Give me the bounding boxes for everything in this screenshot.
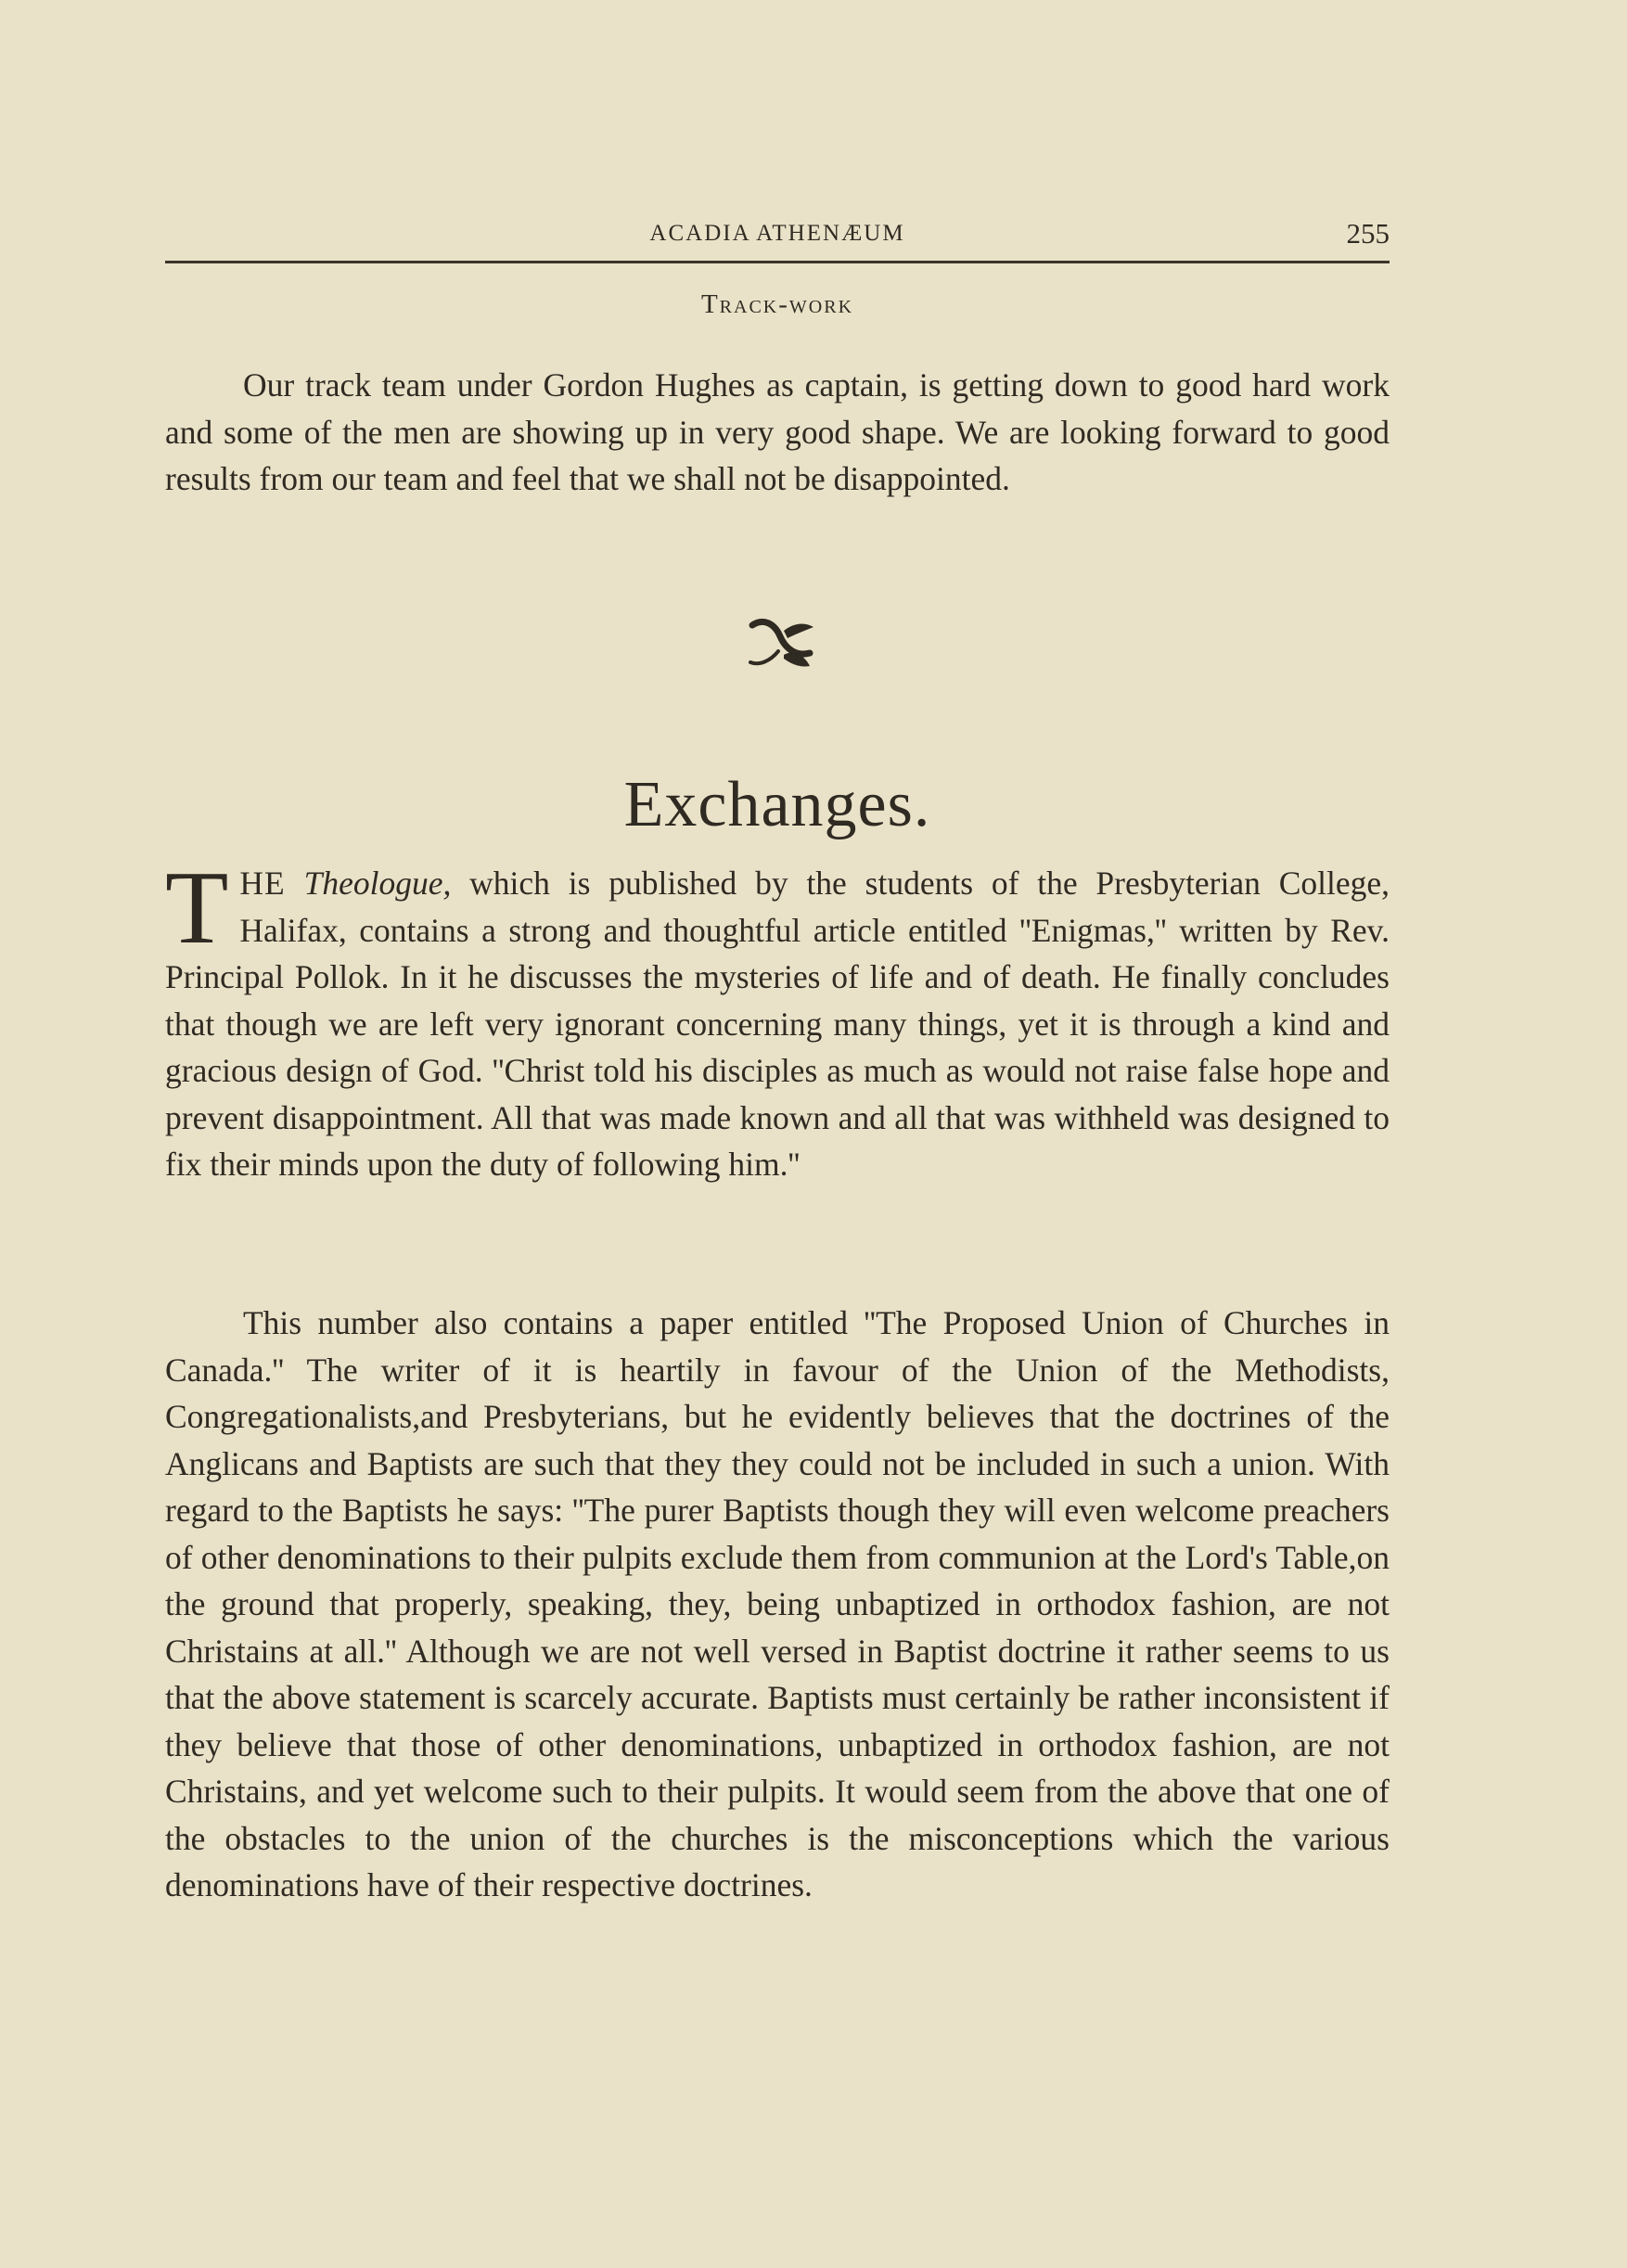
exchanges-title: Exchanges.: [623, 768, 931, 840]
paragraph-1-body: which is published by the students of the Presbyterian College, Halifax, contains a strong and thoughtful article entitled ''Enigmas,'' written by Rev. Principal Pollok. In it he discusses the mysteries of life and of death. He finally concludes that though we are left very ignorant concerning many things, yet it is through a kind and gracious design of God. ''Christ told his disciples as much as would not raise false hope and prevent disappointment. All that was made known and all that was withheld was designed to fix their minds upon the duty of following him.'': [165, 865, 1390, 1183]
header-rule: [165, 261, 1390, 263]
section-heading-track-work: Track-work: [700, 289, 854, 319]
drop-cap: T: [165, 851, 229, 966]
exchanges-paragraph-2: [165, 1300, 1390, 1909]
exchanges-paragraph-1-text: [165, 851, 1390, 1188]
running-title: ACADIA ATHENÆUM: [649, 221, 905, 246]
exchanges-paragraph-1: [165, 851, 1390, 1188]
lead-word: HE: [239, 865, 286, 902]
page-number: 255: [1346, 217, 1390, 250]
track-work-text: Our track team under Gordon Hughes as captain, is getting down to good hard work and some of the men are showing up in very good shape. We are looking forward to good results from our team and feel that we shall not be disappointed.: [165, 366, 1390, 497]
publication-title: Theologue,: [303, 865, 452, 902]
track-work-paragraph: [165, 362, 1390, 503]
fleuron-ornament-icon: [743, 614, 817, 679]
exchanges-paragraph-2-text: This number also contains a paper entitled ''The Proposed Union of Churches in Canada.'' The writer of it is heartily in favour of the Union of the Methodists, Congregationalists,and Presbyterians, but he evidently believes that the doctrines of the Anglicans and Baptists are such that they they could not be included in such a union. With regard to the Baptists he says: ''The purer Baptists though they will even welcome preachers of other denominations to their pulpits exclude them from communion at the Lord's Table,on the ground that properly, speaking, they, being unbaptized in orthodox fashion, are not Christains at all.'' Although we are not well versed in Baptist doctrine it rather seems to us that the above statement is scarcely accurate. Baptists must certainly be rather inconsistent if they believe that those of other denominations, unbaptized in orthodox fashion, are not Christains, and yet welcome such to their pulpits. It would seem from the above that one of the obstacles to the union of the churches is the misconceptions which the various denominations have of their respective doctrines.: [165, 1304, 1390, 1903]
running-head: [165, 215, 1390, 252]
